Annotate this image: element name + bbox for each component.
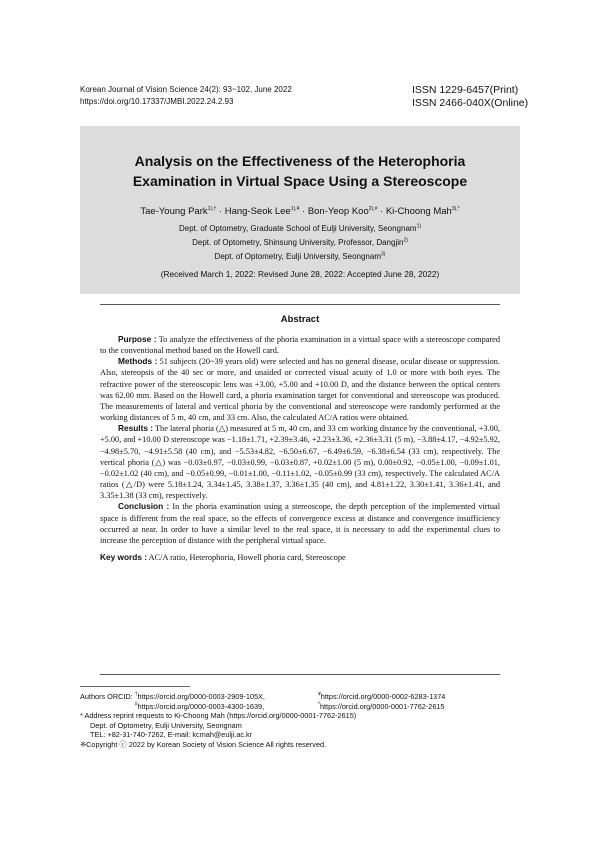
abstract-results: Results : The lateral phoria (△) measured at 5 m, 40 cm, and 33 cm working distance by the conventional, +3.00, +5.00, and +10.00 D stereoscope was −1.18±1.71, +2.39±3.46, +2.23±3.36, +2.36±3.31 (5 m), −3.88±4.17, −4.92±5.92, −4.98±5.70, −4.91±5.58 (40 cm), and −5.53±4.82, −6.50±6.67, −6.49±6.59, −6.38±6.54 (33 cm), respectively. The vertical phoria (△) was −0.03±0.97, −0.03±0.99, −0.03±0.87, +0.02±1.00 (5 m), 0.00±0.92, −0.05±1.00, −0.09±1.01, −0.02±1.02 (40 cm), and −0.05±0.99, −0.01±1.00, −0.11±1.02, −0.05±0.99 (33 cm), respectively. The calculated AC/A ratios (△/D) were 5.18±1.24, 3.34±1.45, 3.38±1.37, 3.36±1.35 (40 cm), and 4.81±1.22, 3.30±1.41, 3.36±1.41, and 3.35±1.38 (33 cm), respectively.	[100, 423, 500, 501]
affiliation: Dept. of Optometry, Shinsung University, Professor, Dangjin$^{2)}$	[192, 237, 408, 247]
orcid-row: #https://orcid.org/0000-0003-4300-1639, *https://orcid.org/0000-0001-7762-2615	[134, 701, 445, 711]
orcid-row: Authors ORCID: †https://orcid.org/0000-0003-2909-105X, ¥https://orcid.org/0000-0002-6283-1374	[80, 691, 446, 701]
doi-link[interactable]: https://doi.org/10.17337/JMBI.2022.24.2.93	[80, 97, 234, 106]
author-separator: ·	[377, 206, 386, 217]
orcid-link[interactable]: https://orcid.org/0000-0001-7762-2615	[319, 701, 445, 711]
author-mark: 2),#	[368, 205, 378, 212]
copyright: ※Copyright ⓒ 2022 by Korean Society of Vision Science All rights reserved.	[80, 739, 327, 749]
author-separator: ·	[216, 206, 225, 217]
keywords: Key words : AC/A ratio, Heterophoria, Howell phoria card, Stereoscope	[100, 551, 346, 562]
footnote-rule	[80, 686, 190, 687]
title-box	[80, 126, 520, 294]
orcid-link[interactable]: https://orcid.org/0000-0003-4300-1639,	[137, 701, 265, 711]
received-dates: (Received March 1, 2022: Revised June 28, 2022: Accepted June 28, 2022)	[160, 269, 440, 279]
journal-citation: Korean Journal of Vision Science 24(2): 93~102, June 2022	[80, 85, 292, 94]
abstract-purpose: Purpose : To analyze the effectiveness of the phoria examination in a virtual space with a stereoscope compared to the conventional method based on the Howell card.	[100, 334, 500, 356]
orcid-link[interactable]: https://orcid.org/0000-0002-6283-1374	[320, 692, 446, 701]
author-separator: ·	[299, 206, 308, 217]
author-name: Bon-Yeop Koo	[307, 206, 369, 217]
reprint-request: * Address reprint requests to Ki-Choong Mah (https://orcid.org/0000-0001-7762-2615)	[80, 711, 357, 721]
issn-online: ISSN 2466-040X(Online)	[412, 97, 529, 109]
reprint-dept: Dept. of Optometry, Eulji University, Seongnam	[90, 720, 242, 730]
reprint-contact: TEL: +82-31-740-7262, E-mail: kcmah@eulji.ac.kr	[90, 730, 253, 740]
abstract-bottom-rule	[100, 674, 500, 675]
abstract-heading: Abstract	[280, 314, 320, 325]
abstract-body	[100, 334, 500, 563]
author-name: Tae-Young Park	[140, 206, 208, 217]
abstract-conclusion: Conclusion : In the phoria examination using a stereoscope, the depth perception of the implemented virtual space is different from the real space, so the effects of convergence excess at distance and convergence insufficiency occurred at near. In order to have a similar level to the real space, it is necessary to add the experimental clues to increase the perception of distance with the peripheral virtual space.	[100, 501, 501, 545]
author-list	[80, 206, 520, 217]
paper-title: Analysis on the Effectiveness of the Heterophoria Examination in Virtual Space Using a Stereoscope	[132, 153, 468, 189]
affiliation: Dept. of Optometry, Eulji University, Seongnam$^{3)}$	[214, 251, 386, 261]
author-name: Hang-Seok Lee	[224, 206, 291, 217]
author-name: Ki-Choong Mah	[385, 206, 452, 217]
journal-header	[80, 84, 292, 108]
abstract-top-rule	[100, 304, 500, 305]
abstract-methods: Methods : 51 subjects (20~39 years old) were selected and has no general disease, ocular disease or suppression. Also, stereopsis of the 40 sec or more, and unaided or corrected visual acuity of 1.0 or more with both eyes. The refractive power of the stereoscopic lens was +3.00, +5.00 and +10.00 D, and the distance between the optical centers was 62.00 mm. Based on the Howell card, a phoria examination target for conventional and stereoscope was produced. The measurements of lateral and vertical phoria by the conventional and stereoscope were randomly performed at the working distances of 5 m, 40 cm, and 33 cm. Also, the calculated AC/A ratios were obtained.	[100, 356, 500, 423]
footnotes	[80, 692, 520, 750]
author-mark: 1),†	[207, 205, 217, 212]
orcid-label: Authors ORCID:	[80, 692, 133, 701]
author-mark: 3),*	[451, 205, 460, 212]
affiliation: Dept. of Optometry, Graduate School of Eulji University, Seongnam$^{1)}$	[178, 223, 422, 233]
issn-block	[412, 84, 528, 110]
orcid-link[interactable]: https://orcid.org/0000-0003-2909-105X,	[137, 692, 265, 701]
issn-print: ISSN 1229-6457(Print)	[412, 84, 519, 96]
author-mark: 1),¥	[290, 205, 300, 212]
